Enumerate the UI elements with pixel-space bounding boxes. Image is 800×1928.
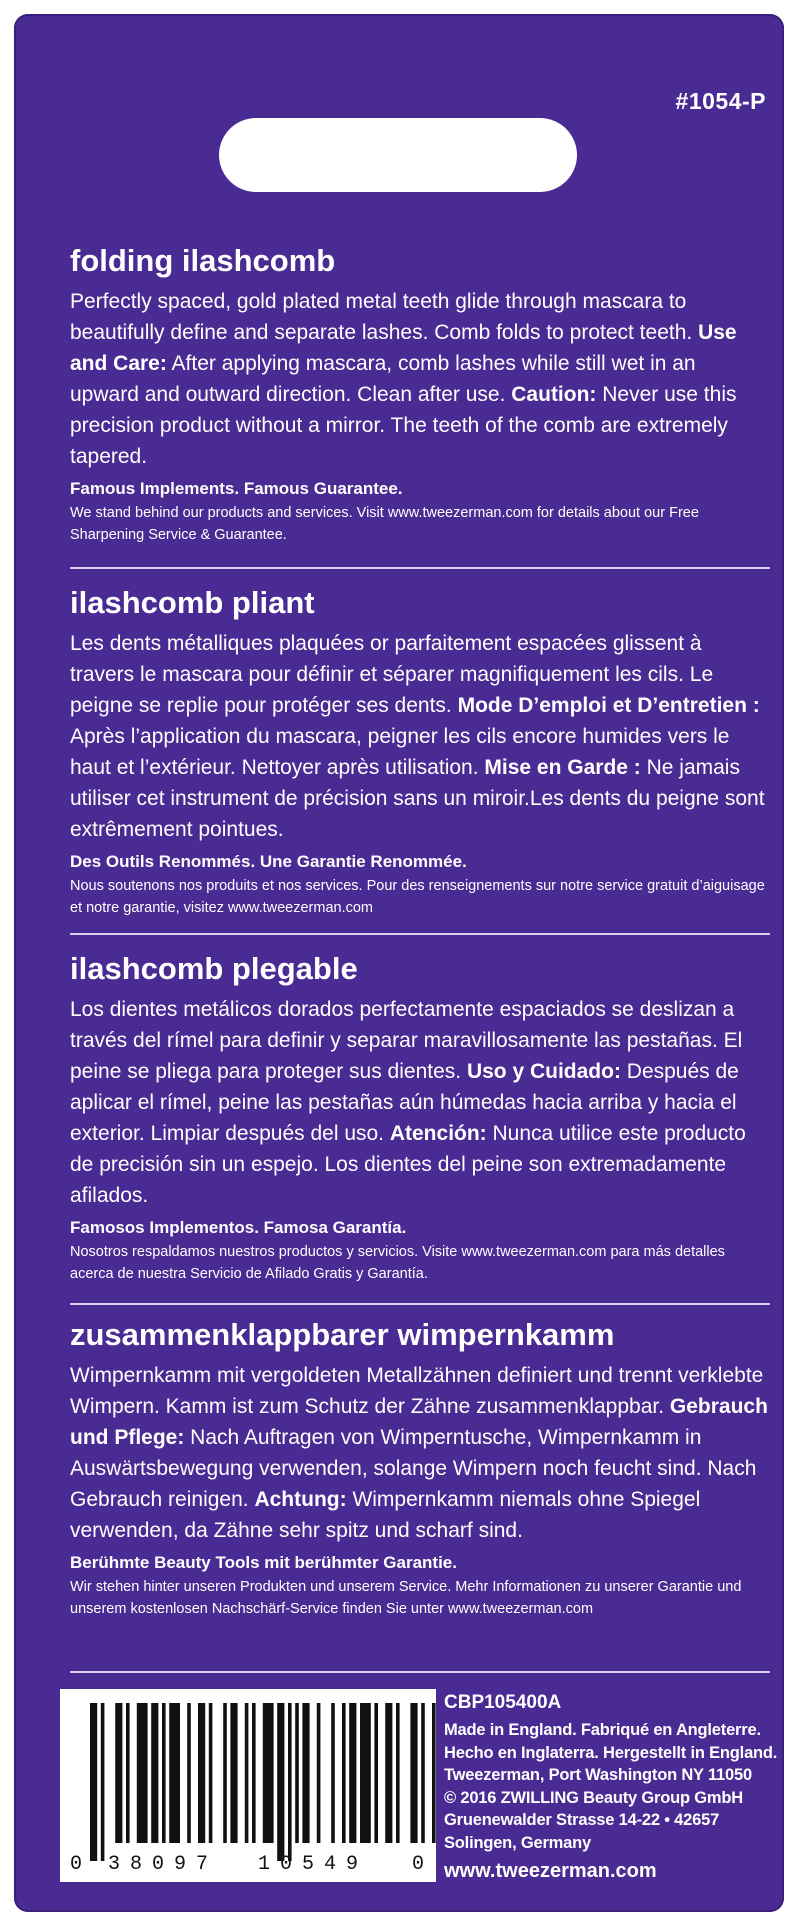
- barcode-bar: [252, 1703, 256, 1843]
- sku-code: CBP105400A: [444, 1692, 562, 1713]
- section-german: [70, 1316, 770, 1620]
- guarantee-heading: Berühmte Beauty Tools mit berühmter Garantie.: [70, 1553, 457, 1572]
- barcode-bar: [169, 1703, 180, 1843]
- guarantee-text: Nous soutenons nos produits et nos services. Pour des renseignements sur notre service gratuit d’aiguisage et notre garantie, visitez www.tweezerman.com: [70, 878, 765, 916]
- barcode-digits-right: 10549: [258, 1853, 369, 1876]
- section-english: [70, 242, 770, 546]
- barcode-bar: [317, 1703, 321, 1843]
- barcode-bar: [126, 1703, 130, 1843]
- product-code: #1054-P: [675, 88, 766, 114]
- barcode-digits: [60, 1852, 436, 1876]
- section-body: Les dents métalliques plaquées or parfaitement espacées glissent à travers le mascara pour définir et séparer magnifiquement les cils. Le peigne se replie pour protéger ses dents. Mode D’emploi et D’entretien : Après l’application du mascara, peigner les cils encore humides vers le haut et l’extérieur. Nettoyer après utilisation. Mise en Garde : Ne jamais utiliser cet instrument de précision sans un miroir.Les dents du peigne sont extrêmement pointues.: [70, 632, 765, 841]
- barcode: [60, 1689, 436, 1882]
- section-spanish: [70, 950, 770, 1285]
- barcode-bar: [385, 1703, 392, 1843]
- website-url[interactable]: www.tweezerman.com: [444, 1860, 657, 1882]
- manufacturer-info: [444, 1691, 784, 1884]
- section-body: Perfectly spaced, gold plated metal teeth glide through mascara to beautifully define and separate lashes. Comb folds to protect teeth. Use and Care: After applying mascara, comb lashes while still wet in an upward and outward direction. Clean after use. Caution: Never use this precision product without a mirror. The teeth of the comb are extremely tapered.: [70, 290, 737, 468]
- info-line: Tweezerman, Port Washington NY 11050: [444, 1766, 752, 1784]
- barcode-bar: [162, 1703, 166, 1843]
- barcode-bar: [432, 1703, 436, 1843]
- section-body: Los dientes metálicos dorados perfectamente espaciados se deslizan a través del rímel para definir y separar maravillosamente las pestañas. El peine se pliega para proteger sus dientes. Uso y Cuidado: Después de aplicar el rímel, peine las pestañas aún húmedas hacia arriba y hacia el exterior. Limpiar después del uso. Atención: Nunca utilice este producto de precisión sin un espejo. Los dientes del peine son extremadamente afilados.: [70, 998, 746, 1207]
- barcode-bar: [230, 1703, 237, 1843]
- barcode-bar: [374, 1703, 378, 1843]
- info-line: Solingen, Germany: [444, 1833, 591, 1852]
- section-title: zusammenklappbarer wimpernkamm: [70, 1317, 615, 1352]
- barcode-digit-check: 0: [412, 1853, 425, 1876]
- barcode-bar: [209, 1703, 213, 1843]
- section-body: Wimpernkamm mit vergoldeten Metallzähnen definiert und trennt verklebte Wimpern. Kamm ist zum Schutz der Zähne zusammenklappbar. Gebrauch und Pflege: Nach Auftragen von Wimperntusche, Wimpernkamm in Auswärtsbewegung verwenden, solange Wimpern noch feucht sind. Nach Gebrauch reinigen. Achtung: Wimpernkamm niemals ohne Spiegel verwenden, da Zähne sehr spitz und scharf sind.: [70, 1364, 768, 1542]
- barcode-bar: [263, 1703, 274, 1843]
- barcode-bar: [331, 1703, 335, 1843]
- info-line: Made in England. Fabriqué en Angleterre.: [444, 1721, 761, 1739]
- divider: [70, 567, 770, 569]
- barcode-bar: [349, 1703, 356, 1843]
- divider: [70, 933, 770, 935]
- packaging-card: [14, 14, 784, 1912]
- section-french: [70, 584, 770, 919]
- barcode-bar: [151, 1703, 158, 1843]
- guarantee-heading: Famosos Implementos. Famosa Garantía.: [70, 1218, 407, 1237]
- guarantee-text: Wir stehen hinter unseren Produkten und unserem Service. Mehr Informationen zu unserer Garantie und unserem kostenlosen Nachschärf-Service finden Sie unter www.tweezerman.com: [70, 1579, 742, 1617]
- barcode-bar: [115, 1703, 122, 1843]
- barcode-bar: [288, 1703, 292, 1861]
- section-title: folding ilashcomb: [70, 243, 336, 278]
- barcode-bar: [360, 1703, 371, 1843]
- guarantee-heading: Famous Implements. Famous Guarantee.: [70, 479, 403, 498]
- divider: [70, 1303, 770, 1305]
- barcode-bar: [187, 1703, 191, 1843]
- barcode-bar: [137, 1703, 148, 1843]
- section-title: ilashcomb pliant: [70, 585, 315, 620]
- barcode-bar: [223, 1703, 227, 1843]
- divider: [70, 1671, 770, 1673]
- info-line: © 2016 ZWILLING Beauty Group GmbH: [444, 1788, 743, 1807]
- barcode-bar: [198, 1703, 205, 1843]
- barcode-bar: [396, 1703, 400, 1843]
- barcode-bar: [245, 1703, 249, 1843]
- info-line: Gruenewalder Strasse 14-22 • 42657: [444, 1811, 720, 1829]
- guarantee-heading: Des Outils Renommés. Une Garantie Renommée.: [70, 852, 467, 871]
- info-line: Hecho en Inglaterra. Hergestellt in England.: [444, 1743, 778, 1762]
- barcode-bar: [90, 1703, 97, 1861]
- hang-hole: [219, 118, 577, 192]
- section-title: ilashcomb plegable: [70, 951, 358, 986]
- barcode-digits-left: 38097: [108, 1853, 219, 1876]
- barcode-bar: [295, 1703, 299, 1843]
- guarantee-text: Nosotros respaldamos nuestros productos y servicios. Visite www.tweezerman.com para más detalles acerca de nuestra Servicio de Afilado Gratis y Garantía.: [70, 1244, 725, 1282]
- barcode-bar: [410, 1703, 417, 1843]
- barcode-bar: [342, 1703, 346, 1843]
- barcode-bar: [101, 1703, 105, 1861]
- barcode-bar: [277, 1703, 284, 1861]
- guarantee-text: We stand behind our products and services. Visit www.tweezerman.com for details about our Free Sharpening Service & Guarantee.: [70, 505, 699, 543]
- barcode-bar: [302, 1703, 309, 1843]
- barcode-bar: [421, 1703, 425, 1843]
- barcode-digit-lead: 0: [70, 1853, 83, 1876]
